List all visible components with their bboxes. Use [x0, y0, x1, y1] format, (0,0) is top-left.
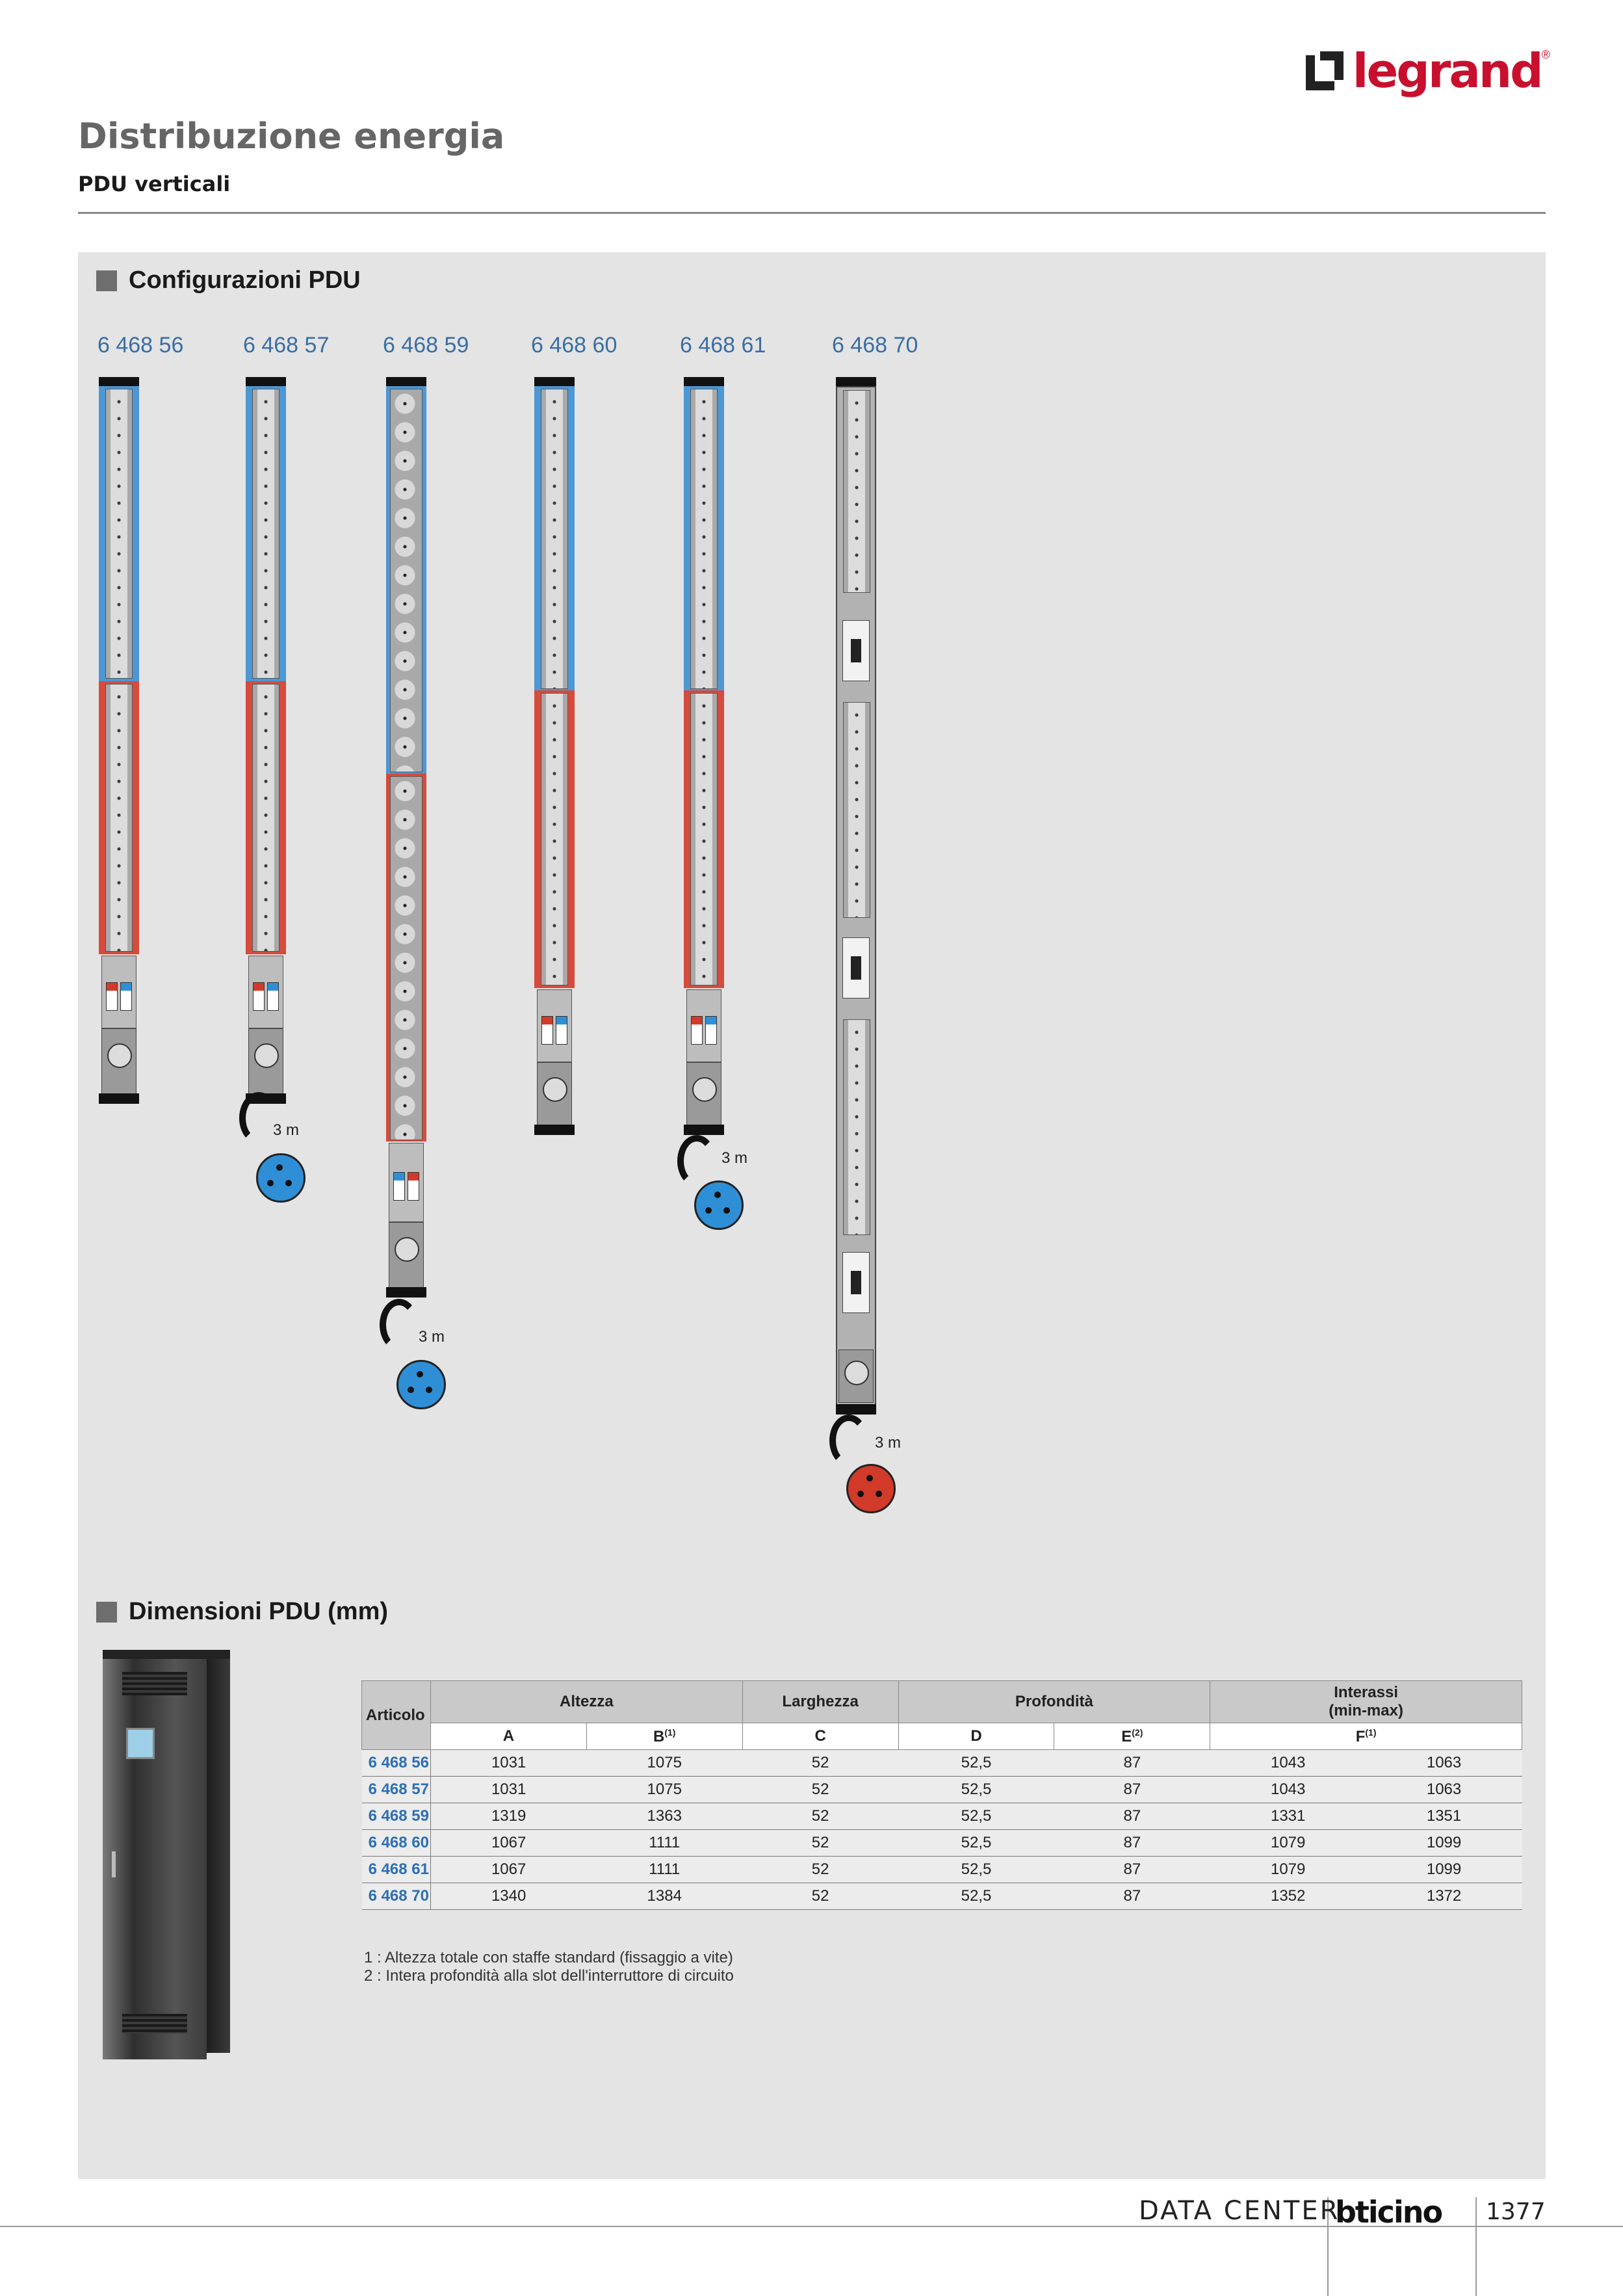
switch-slot-icon	[842, 937, 870, 998]
schuko-outlet-column	[390, 776, 422, 1140]
section-header-config	[96, 267, 361, 294]
dimension-cell: 52	[742, 1777, 898, 1803]
article-code-cell: 6 468 61	[362, 1857, 431, 1883]
circuit-breaker-icon	[101, 956, 136, 1028]
footer-section-name: DATA CENTER	[1139, 2196, 1340, 2226]
dimension-cell: 1063	[1366, 1750, 1522, 1777]
article-code-cell: 6 468 56	[362, 1750, 431, 1777]
header-interassi-label: Interassi	[1334, 1684, 1398, 1701]
pdu-code-label: 6 468 59	[383, 333, 469, 358]
dimension-cell: 52,5	[898, 1777, 1054, 1803]
red-iec-plug-icon	[846, 1464, 896, 1513]
col-f-label: F	[1355, 1727, 1366, 1745]
article-code-cell: 6 468 60	[362, 1830, 431, 1857]
table-row	[362, 1883, 1522, 1910]
switch-slot-icon	[842, 1252, 870, 1313]
dimension-cell: 1372	[1366, 1883, 1522, 1910]
dimension-cell: 1363	[586, 1803, 742, 1830]
dimension-cell: 1079	[1210, 1830, 1366, 1857]
dimension-cell: 52	[742, 1803, 898, 1830]
dimension-cell: 1099	[1366, 1857, 1522, 1883]
rack-cabinet-image	[103, 1650, 230, 2059]
dimension-cell: 52,5	[898, 1883, 1054, 1910]
dimension-cell: 1111	[586, 1857, 742, 1883]
cable-length-label: 3 m	[721, 1149, 748, 1167]
dimension-cell: 52,5	[898, 1830, 1054, 1857]
pdu-graphic-646870	[836, 377, 876, 1417]
dimension-cell: 1099	[1366, 1830, 1522, 1857]
dimension-cell: 1351	[1366, 1803, 1522, 1830]
c13-outlet-column	[252, 389, 279, 679]
pdu-code-label: 6 468 70	[832, 333, 918, 358]
table-subheader-row	[362, 1723, 1522, 1750]
pdu-graphic-646859	[386, 377, 426, 1300]
header-interassi-sub: (min-max)	[1329, 1702, 1403, 1719]
dimension-cell: 87	[1054, 1750, 1210, 1777]
c13-outlet-column	[843, 1019, 870, 1235]
power-cable-icon	[239, 1092, 278, 1144]
article-code-cell: 6 468 57	[362, 1777, 431, 1803]
header-articolo: Articolo	[362, 1681, 431, 1750]
page-number: 1377	[1486, 2198, 1546, 2225]
c13-outlet-column	[843, 702, 870, 918]
dimensions-table	[361, 1680, 1522, 1910]
section-header-dimensions	[96, 1598, 388, 1626]
brand-name: legrand	[1352, 44, 1542, 98]
power-inlet-icon	[686, 1062, 721, 1126]
c13-outlet-column	[252, 684, 279, 952]
blue-iec-plug-icon	[256, 1153, 305, 1203]
c13-outlet-column	[541, 693, 568, 985]
col-e	[1054, 1723, 1210, 1750]
cable-length-label: 3 m	[875, 1434, 902, 1452]
pdu-graphic-646856	[99, 377, 139, 1105]
pdu-graphic-646860	[534, 377, 575, 1138]
switch-slot-icon	[842, 620, 870, 681]
header-altezza: Altezza	[430, 1681, 742, 1723]
cable-length-label: 3 m	[419, 1328, 445, 1346]
dimension-cell: 1075	[586, 1750, 742, 1777]
dimension-cell: 52	[742, 1857, 898, 1883]
col-d: D	[898, 1723, 1054, 1750]
section-title-dimensions: Dimensioni PDU (mm)	[129, 1598, 389, 1625]
dimension-cell: 87	[1054, 1777, 1210, 1803]
legrand-mark-icon	[1306, 51, 1345, 90]
pdu-code-label: 6 468 56	[97, 333, 184, 358]
dimension-cell: 1384	[586, 1883, 742, 1910]
bticino-logo: bticino	[1335, 2195, 1442, 2230]
dimension-cell: 52	[742, 1750, 898, 1777]
legrand-logo	[1306, 42, 1550, 100]
col-b	[586, 1723, 742, 1750]
col-a: A	[430, 1723, 586, 1750]
col-c: C	[742, 1723, 898, 1750]
dimension-cell: 1319	[430, 1803, 586, 1830]
page-title: Distribuzione energia	[78, 116, 505, 157]
power-inlet-icon	[248, 1028, 283, 1095]
table-row	[362, 1857, 1522, 1883]
col-b-label: B	[653, 1727, 665, 1745]
c13-outlet-column	[105, 389, 133, 679]
col-b-footnote-ref: (1)	[664, 1727, 676, 1738]
section-bullet-icon	[96, 270, 117, 291]
dimension-cell: 87	[1054, 1857, 1210, 1883]
footer-separator	[1475, 2197, 1477, 2296]
dimension-cell: 52,5	[898, 1857, 1054, 1883]
c13-outlet-column	[690, 389, 718, 689]
table-header-row	[362, 1681, 1522, 1723]
pdu-graphic-646861	[684, 377, 724, 1138]
pdu-code-label: 6 468 60	[531, 333, 617, 358]
col-f-footnote-ref: (1)	[1365, 1727, 1377, 1738]
dimension-cell: 1075	[586, 1777, 742, 1803]
dimension-cell: 1031	[430, 1777, 586, 1803]
circuit-breaker-icon	[248, 956, 283, 1028]
dimension-cell: 1331	[1210, 1803, 1366, 1830]
power-inlet-icon	[389, 1222, 424, 1288]
dimension-cell: 52	[742, 1830, 898, 1857]
circuit-breaker-icon	[389, 1143, 424, 1222]
c13-outlet-column	[690, 693, 718, 985]
power-inlet-icon	[101, 1028, 136, 1095]
circuit-breaker-icon	[686, 989, 721, 1062]
article-code-cell: 6 468 59	[362, 1803, 431, 1830]
footnote-1: 1 : Altezza totale con staffe standard (fissaggio a vite)	[364, 1949, 733, 1966]
c13-outlet-column	[843, 390, 870, 593]
header-divider	[78, 212, 1546, 214]
dimension-cell: 1079	[1210, 1857, 1366, 1883]
dimension-cell: 1063	[1366, 1777, 1522, 1803]
power-cable-icon	[380, 1299, 419, 1351]
table-row	[362, 1777, 1522, 1803]
table-row	[362, 1803, 1522, 1830]
c13-outlet-column	[105, 684, 133, 952]
power-inlet-icon	[838, 1350, 874, 1403]
dimension-cell: 1352	[1210, 1883, 1366, 1910]
dimension-cell: 1067	[430, 1830, 586, 1857]
col-e-label: E	[1121, 1727, 1132, 1745]
pdu-code-label: 6 468 61	[680, 333, 766, 358]
dimension-cell: 87	[1054, 1803, 1210, 1830]
blue-iec-plug-icon	[694, 1181, 744, 1230]
footnote-2: 2 : Intera profondità alla slot dell'interruttore di circuito	[364, 1967, 734, 1985]
dimension-cell: 1111	[586, 1830, 742, 1857]
cabinet-display-icon	[126, 1728, 155, 1759]
col-e-footnote-ref: (2)	[1132, 1727, 1143, 1738]
page-subtitle: PDU verticali	[78, 172, 231, 196]
dimension-cell: 1067	[430, 1857, 586, 1883]
section-bullet-icon	[96, 1602, 117, 1623]
table-row	[362, 1830, 1522, 1857]
circuit-breaker-icon	[537, 989, 572, 1062]
power-cable-icon	[677, 1135, 716, 1187]
cable-length-label: 3 m	[273, 1121, 300, 1139]
pdu-graphic-646857	[246, 377, 286, 1105]
header-larghezza: Larghezza	[742, 1681, 898, 1723]
header-profondita: Profondità	[898, 1681, 1210, 1723]
dimension-cell: 1031	[430, 1750, 586, 1777]
dimension-cell: 52	[742, 1883, 898, 1910]
table-row	[362, 1750, 1522, 1777]
blue-iec-plug-icon	[396, 1360, 446, 1409]
dimension-cell: 52,5	[898, 1803, 1054, 1830]
col-f	[1210, 1723, 1522, 1750]
schuko-outlet-column	[390, 389, 422, 772]
dimension-cell: 87	[1054, 1883, 1210, 1910]
dimension-cell: 87	[1054, 1830, 1210, 1857]
article-code-cell: 6 468 70	[362, 1883, 431, 1910]
section-title-config: Configurazioni PDU	[129, 267, 361, 294]
dimension-cell: 1340	[430, 1883, 586, 1910]
power-inlet-icon	[537, 1062, 572, 1126]
power-cable-icon	[829, 1415, 868, 1467]
header-interassi	[1210, 1681, 1522, 1723]
dimension-cell: 1043	[1210, 1750, 1366, 1777]
pdu-code-label: 6 468 57	[243, 333, 330, 358]
brand-registered-mark: ®	[1541, 48, 1550, 61]
dimension-cell: 52,5	[898, 1750, 1054, 1777]
c13-outlet-column	[541, 389, 568, 689]
dimension-cell: 1043	[1210, 1777, 1366, 1803]
footnotes	[364, 1949, 734, 1985]
